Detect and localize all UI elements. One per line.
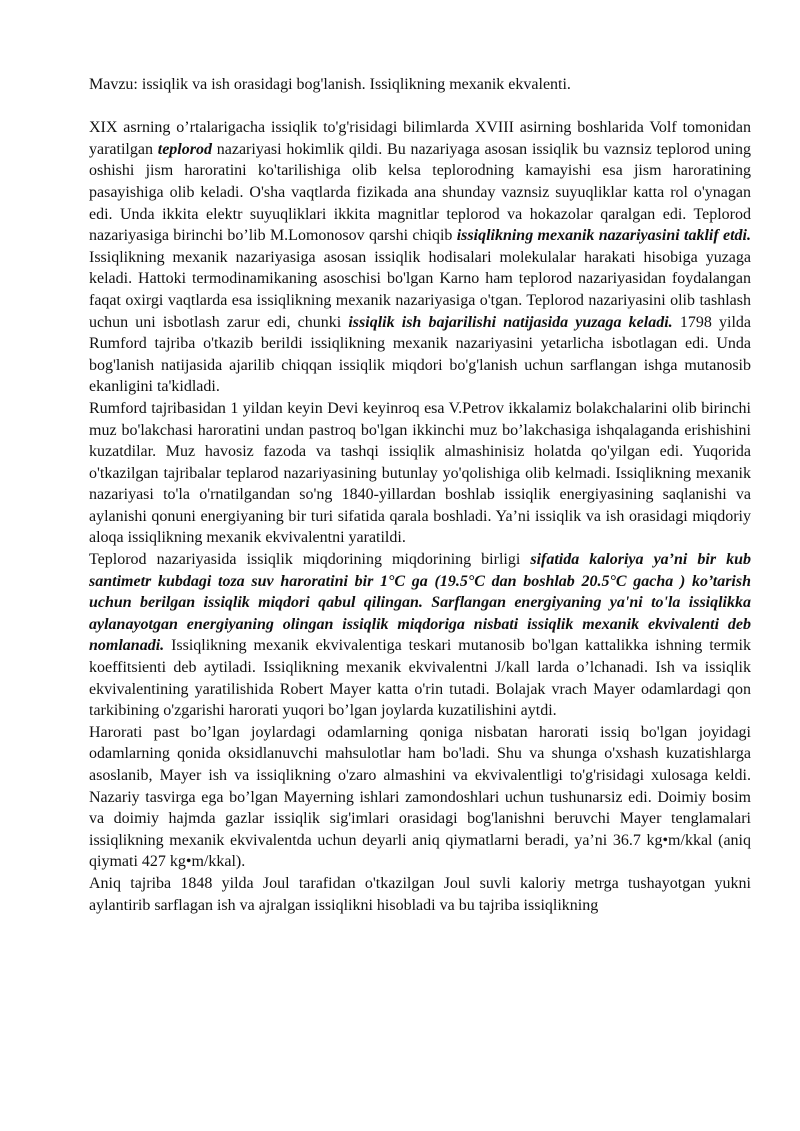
emphasis-text: teplorod (157, 140, 212, 158)
paragraph-calorie-definition (89, 549, 751, 722)
paragraph-teplorod-theory (89, 117, 751, 398)
paragraph-text: Harorati past bo’lgan joylardagi odamlarning qoniga nisbatan harorati issiq bo'lgan joyidagi odamlarning qonida oksidlanuvchi mahsulotlar ham bo'ladi. Shu va shunga o'xshash kuzatishlarga asoslanib, Mayer ish va issiqlikning o'zaro almashini va ekvivalentligi to'g'risidagi xulosaga keldi. Nazariy tasvirga ega bo’lgan Mayerning ishlari zamondoshlari uchun tushunarsiz edi. Doimiy bosim va doimiy hajmda gazlar issiqlik sig'imlari orasidagi bog'lanishni beruvchi Mayer tenglamalari issiqlikning mexanik ekvivalentda uchun deyarli aniq qiymatlarni beradi, ya’ni 36.7 kg•m/kkal (aniq qiymati 427 kg•m/kkal). (89, 723, 751, 871)
paragraph-text: Aniq tajriba 1848 yilda Joul tarafidan o'tkazilgan Joul suvli kaloriy metrga tushayotgan yukni aylantirib sarflagan ish va ajralgan issiqlikni hisobladi va bu tajriba issiqlikning (89, 874, 751, 914)
document-page (89, 74, 751, 916)
paragraph-text: 1798 yilda Rumford tajriba o'tkazib berildi issiqlikning mexanik nazariyasini yetarlicha isbotlagan edi. Unda bog'lanish natijasida ajarilib chiqqan issiqlik miqdori bo'g'lanish uchun sarflangan ishga mutanosib ekanligini ta'kidladi. (89, 313, 752, 396)
paragraph-text: nazariyasi hokimlik qildi. Bu nazariyaga asosan issiqlik bu vaznsiz teplorod uning oshishi jism haroratini ko'tarilishiga olib kelsa teplorodning kamayishi esa jism haroratining pasayishiga olib keladi. O'sha vaqtlarda fizikada ana shunday vaznsiz suyuqliklar katta rol o'ynagan edi. Unda ikkita elektr suyuqliklari ikkita magnitlar teplorod va hokazolar qaralgan edi. Teplorod nazariyasiga birinchi bo’lib M.Lomonosov qarshi chiqib (89, 140, 752, 245)
paragraph-rumford-experiment (89, 398, 751, 549)
paragraph-text: Issiqlikning mexanik ekvivalentiga teskari mutanosib bo'lgan kattalikka ishning termik koeffitsienti deb aytiladi. Issiqlikning mexanik ekvivalentni J/kall larda o’lchanadi. Ish va issiqlik ekvivalentining yaratilishida Robert Mayer katta o'rin tutadi. Bolajak vrach Mayer odamlardagi qon tarkibining o'zgarishi harorati yuqori bo’lgan joylarda kuzatilishini aytdi. (89, 637, 751, 720)
emphasis-text: issiqlikning mexanik nazariyasini taklif etdi. (456, 227, 751, 245)
paragraph-text: Issiqlikning mexanik nazariyasiga asosan issiqlik hodisalari molekulalar harakati hisobiga yuzaga keladi. Hattoki termodinamikaning asoschisi bo'lgan Karno ham teplorod nazariyasidan foydalangan faqat oxirgi vaqtlarda esa issiqlikning mexanik nazariyasiga o'tgan. Teplorod nazariyasini olib tashlash uchun uni isbotlash zarur edi, chunki (89, 248, 751, 331)
paragraph-joule-experiment (89, 873, 751, 916)
document-title: Mavzu: issiqlik va ish orasidagi bog'lanish. Issiqlikning mexanik ekvalenti. (89, 76, 571, 93)
paragraph-mayer-observations (89, 722, 751, 873)
paragraph-text: Rumford tajribasidan 1 yildan keyin Devi keyinroq esa V.Petrov ikkalamiz bolakchalarini olib birinchi muz bo'lakchasi haroratini undan pastroq bo'lgan ikkinchi muz bo’lakchasiga ishqalaganda erishishini kuzatdilar. Muz havosiz fazoda va tashqi issiqlik almashinisiz holatda qo'yilgan edi. Yuqorida o'tkazilgan tajribalar teplarod nazariyasining butunlay yo'qolishiga olib kelmadi. Issiqlikning mexanik nazariyasi to'la o'rnatilgandan so'ng 1840-yillardan boshlab issiqlik energiyasining saqlanishi va aylanishi qonuni energiyaning bir turi sifatida qarala boshladi. Ya’ni issiqlik va ish orasidagi miqdoriy aloqa issiqlikning mexanik ekvivalentni yaratildi. (89, 399, 751, 547)
paragraph-text: Teplorod nazariyasida issiqlik miqdorining miqdorining birligi (89, 551, 531, 569)
emphasis-text: sifatida kaloriya ya’ni bir kub santimetr kubdagi toza suv haroratini bir 1°C ga (19.5°C dan boshlab 20.5°C gacha ) ko’tarish uchun berilgan issiqlik miqdori qabul qilingan. Sarflangan energiyaning ya'ni to'la issiqlikka aylanayotgan energiyaning olingan issiqlik miqdoriga nisbati issiqlik mexanik ekvivalenti deb nomlanadi. (89, 551, 752, 655)
paragraph-text: XIX asrning o’rtalarigacha issiqlik to'g'risidagi bilimlarda XVIII asirning boshlarida Volf tomonidan yaratilgan (89, 119, 751, 158)
emphasis-text: issiqlik ish bajarilishi natijasida yuzaga keladi. (348, 313, 673, 331)
